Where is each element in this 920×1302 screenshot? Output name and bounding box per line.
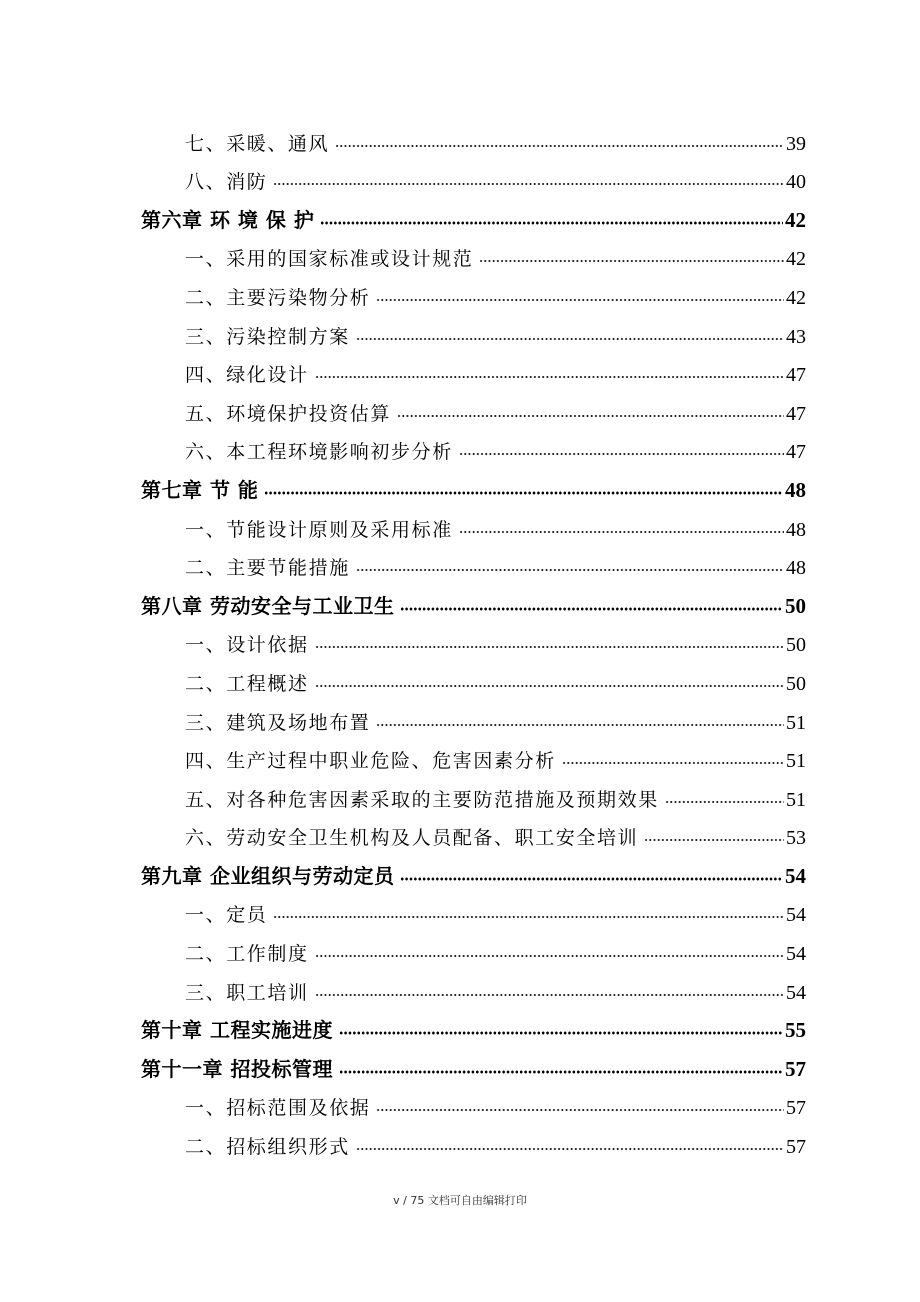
- toc-entry-page-number: 42: [786, 286, 806, 309]
- toc-entry-page-number: 48: [786, 557, 806, 580]
- toc-entry-page-number: 40: [786, 171, 806, 194]
- toc-section-entry[interactable]: [0, 739, 920, 778]
- toc-dot-leader: [459, 528, 784, 536]
- toc-entry-page-number: 54: [786, 981, 806, 1004]
- toc-dot-leader: [315, 952, 784, 960]
- toc-entry-page-number: 39: [786, 132, 806, 155]
- toc-chapter-entry[interactable]: [0, 854, 920, 893]
- toc-section-entry[interactable]: [0, 507, 920, 546]
- toc-entry-page-number: 50: [785, 593, 806, 618]
- toc-dot-leader: [264, 489, 783, 497]
- toc-entry-page-number: 48: [785, 477, 806, 502]
- toc-section-entry[interactable]: [0, 160, 920, 199]
- toc-entry-title: 二、主要污染物分析: [185, 286, 371, 309]
- toc-section-entry[interactable]: [0, 816, 920, 855]
- toc-dot-leader: [339, 1029, 783, 1037]
- toc-dot-leader: [562, 759, 784, 767]
- toc-dot-leader: [339, 1068, 783, 1076]
- toc-dot-leader: [459, 450, 784, 458]
- toc-entry-page-number: 54: [785, 863, 806, 888]
- toc-entry-title: 三、职工培训: [185, 981, 309, 1004]
- toc-entry-page-number: 43: [786, 325, 806, 348]
- toc-chapter-entry[interactable]: [0, 198, 920, 237]
- toc-entry-page-number: 51: [786, 750, 806, 773]
- toc-dot-leader: [356, 566, 784, 574]
- toc-entry-title: 四、生产过程中职业危险、危害因素分析: [185, 750, 556, 773]
- toc-entry-page-number: 51: [786, 788, 806, 811]
- toc-entry-page-number: 47: [786, 364, 806, 387]
- table-of-contents: [0, 121, 920, 1163]
- toc-section-entry[interactable]: [0, 1086, 920, 1125]
- toc-section-entry[interactable]: [0, 623, 920, 662]
- toc-entry-title: 一、招标范围及依据: [185, 1097, 371, 1120]
- toc-entry-title: 第七章 节 能: [141, 477, 259, 502]
- toc-entry-page-number: 50: [786, 634, 806, 657]
- toc-entry-page-number: 42: [786, 248, 806, 271]
- toc-dot-leader: [315, 643, 784, 651]
- toc-entry-page-number: 53: [786, 827, 806, 850]
- toc-entry-page-number: 47: [786, 402, 806, 425]
- toc-entry-title: 三、污染控制方案: [185, 325, 350, 348]
- toc-section-entry[interactable]: [0, 391, 920, 430]
- toc-entry-title: 一、节能设计原则及采用标准: [185, 518, 453, 541]
- toc-entry-title: 二、主要节能措施: [185, 557, 350, 580]
- toc-dot-leader: [273, 913, 784, 921]
- toc-dot-leader: [335, 142, 784, 150]
- toc-entry-title: 四、绿化设计: [185, 364, 309, 387]
- toc-chapter-entry[interactable]: [0, 584, 920, 623]
- toc-dot-leader: [644, 836, 784, 844]
- toc-dot-leader: [273, 180, 784, 188]
- toc-dot-leader: [479, 257, 784, 265]
- toc-entry-title: 六、劳动安全卫生机构及人员配备、职工安全培训: [185, 827, 639, 850]
- toc-entry-page-number: 57: [785, 1056, 806, 1081]
- page-footer: v / 75 文档可自由编辑打印: [393, 1194, 527, 1207]
- toc-entry-title: 第六章 环 境 保 护: [141, 207, 315, 232]
- toc-entry-page-number: 57: [786, 1136, 806, 1159]
- toc-dot-leader: [397, 412, 784, 420]
- toc-chapter-entry[interactable]: [0, 1009, 920, 1048]
- toc-section-entry[interactable]: [0, 700, 920, 739]
- toc-entry-page-number: 51: [786, 711, 806, 734]
- toc-section-entry[interactable]: [0, 970, 920, 1009]
- toc-section-entry[interactable]: [0, 1124, 920, 1163]
- toc-chapter-entry[interactable]: [0, 468, 920, 507]
- toc-section-entry[interactable]: [0, 546, 920, 585]
- toc-entry-title: 一、采用的国家标准或设计规范: [185, 248, 474, 271]
- toc-entry-title: 二、工程概述: [185, 672, 309, 695]
- toc-section-entry[interactable]: [0, 275, 920, 314]
- toc-dot-leader: [320, 219, 783, 227]
- toc-dot-leader: [376, 721, 784, 729]
- toc-dot-leader: [356, 1145, 784, 1153]
- toc-entry-title: 五、环境保护投资估算: [185, 402, 392, 425]
- toc-dot-leader: [400, 605, 783, 613]
- toc-entry-page-number: 55: [785, 1018, 806, 1043]
- toc-section-entry[interactable]: [0, 353, 920, 392]
- toc-entry-page-number: 48: [786, 518, 806, 541]
- toc-section-entry[interactable]: [0, 314, 920, 353]
- toc-entry-title: 第十章 工程实施进度: [141, 1018, 333, 1043]
- toc-entry-title: 一、定员: [185, 904, 268, 927]
- toc-entry-title: 二、工作制度: [185, 943, 309, 966]
- toc-entry-page-number: 47: [786, 441, 806, 464]
- toc-entry-title: 第八章 劳动安全与工业卫生: [141, 593, 395, 618]
- toc-dot-leader: [315, 991, 784, 999]
- toc-entry-page-number: 50: [786, 672, 806, 695]
- toc-entry-title: 八、消防: [185, 171, 268, 194]
- toc-section-entry[interactable]: [0, 931, 920, 970]
- toc-entry-page-number: 42: [785, 207, 806, 232]
- toc-entry-title: 七、采暖、通风: [185, 132, 330, 155]
- toc-entry-title: 第九章 企业组织与劳动定员: [141, 863, 395, 888]
- toc-entry-title: 一、设计依据: [185, 634, 309, 657]
- toc-dot-leader: [665, 798, 784, 806]
- toc-dot-leader: [315, 373, 784, 381]
- toc-chapter-entry[interactable]: [0, 1047, 920, 1086]
- toc-entry-page-number: 54: [786, 943, 806, 966]
- toc-section-entry[interactable]: [0, 237, 920, 276]
- toc-section-entry[interactable]: [0, 777, 920, 816]
- toc-entry-title: 六、本工程环境影响初步分析: [185, 441, 453, 464]
- toc-section-entry[interactable]: [0, 430, 920, 469]
- toc-dot-leader: [315, 682, 784, 690]
- toc-dot-leader: [400, 875, 783, 883]
- toc-section-entry[interactable]: [0, 893, 920, 932]
- toc-section-entry[interactable]: [0, 661, 920, 700]
- toc-dot-leader: [376, 296, 784, 304]
- toc-entry-page-number: 57: [786, 1097, 806, 1120]
- toc-entry-title: 五、对各种危害因素采取的主要防范措施及预期效果: [185, 788, 659, 811]
- toc-section-entry[interactable]: [0, 121, 920, 160]
- toc-entry-page-number: 54: [786, 904, 806, 927]
- toc-entry-title: 第十一章 招投标管理: [141, 1056, 333, 1081]
- toc-dot-leader: [376, 1106, 784, 1114]
- toc-entry-title: 三、建筑及场地布置: [185, 711, 371, 734]
- toc-dot-leader: [356, 335, 784, 343]
- toc-entry-title: 二、招标组织形式: [185, 1136, 350, 1159]
